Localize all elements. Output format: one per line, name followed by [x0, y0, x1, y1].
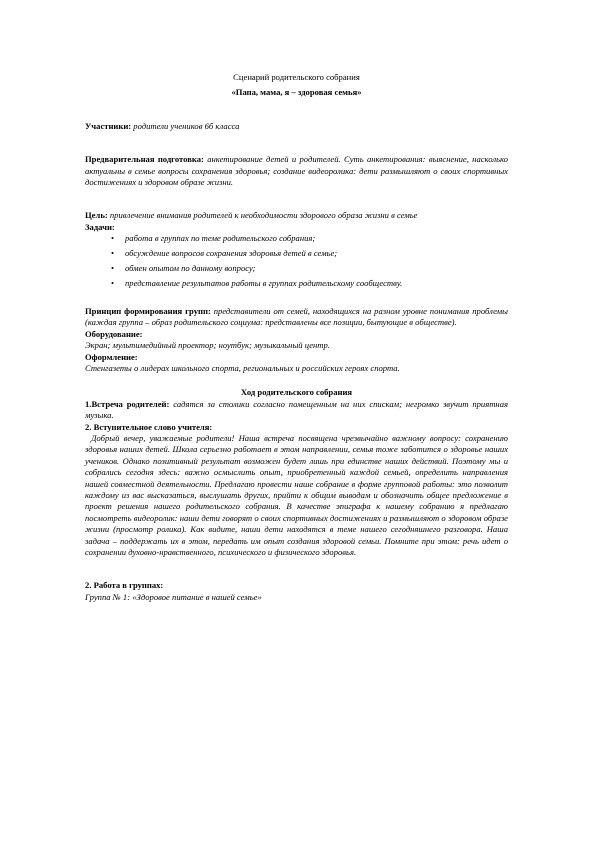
step1-label: 1.Встреча родителей: [85, 398, 170, 409]
course-heading: Ход родительского собрания [240, 387, 353, 398]
step3-label: 2. Работа в группах: [85, 580, 164, 591]
bullet-icon: • [111, 248, 115, 259]
step1-paragraph [85, 399, 508, 422]
preparation-text: анкетирование детей и родителей. Суть анкетирования: выяснение, насколько актуальны в семье вопросы сохранения здоровья; создание видеоролика: дети размышляют о своих спортивных достижениях и здоровом образе жизни. [85, 154, 508, 188]
preparation-label: Предварительная подготовка: [85, 154, 204, 165]
design-text: Стенгазеты о лидерах школьного спорта, региональных и российских героях спорта. [85, 362, 400, 373]
preparation-paragraph [85, 154, 508, 188]
design-label: Оформление: [85, 351, 138, 362]
goal-text: привлечение внимания родителей к необходимости здорового образа жизни в семье [107, 210, 418, 221]
principle-paragraph [85, 306, 508, 329]
bullet-icon: • [111, 277, 115, 288]
step2-text: Добрый вечер, уважаемые родители! Наша встреча посвящена чрезвычайно важному вопросу: сохранению здоровья наших детей. Школа серьезно работает в этом направлении, семья тоже заботится о здоровье наших учеников. Однако позитивный результат возможен будет лишь при единстве наших действий. Поэтому мы и собрались сегодня здесь: важно осмыслить опыт, приобретенный каждой семьей, определить направления нашей совместной деятельности. Предлагаю провести наше собрание в форме групповой работы: это позволит каждому из вас высказаться, выслушать других, прийти к общим выводам и обозначить общее предложение в проект решения нашего родительского собрания. В качестве эпиграфа к нашему собранию я предлагаю посмотреть видеоролик: наши дети говорят о своих спортивных достижениях и размышляют о здоровом образе жизни (просмотр ролика). Как видите, наши дети находятся в теме нашего сегодняшнего разговора. Наша задача – поддержать их в этом, передать им опыт создания здоровой семьи. Помните при этом: речь идет о сохранении духовно-нравственного, психического и физического здоровья. [85, 432, 508, 557]
participants-paragraph [85, 121, 508, 132]
group1-text: Группа № 1: «Здоровое питание в нашей семье» [85, 591, 262, 602]
step2-label: 2. Вступительное слово учителя: [85, 421, 213, 432]
bullet-icon: • [111, 233, 115, 244]
participants-label: Участники: [85, 120, 132, 131]
document-title: Сценарий родительского собрания [233, 72, 360, 82]
list-item: • представление результатов работы в группах родительскому сообществу. [111, 277, 403, 288]
list-item: • обмен опытом по данному вопросу; [111, 263, 256, 274]
document-subtitle: «Папа, мама, я – здоровая семья» [231, 87, 362, 98]
goal-paragraph [85, 210, 508, 221]
bullet-icon: • [111, 263, 115, 274]
document-body [85, 72, 508, 603]
principle-text: представители от семей, находящихся на разном уровне понимания проблемы (каждая группа – образ родительского социума: представлены все позиции, бытующие в обществе). [85, 305, 508, 328]
equipment-label: Оборудование: [85, 328, 143, 339]
tasks-list [85, 233, 508, 289]
list-item: • обсуждение вопросов сохранения здоровья детей в семье; [111, 248, 338, 259]
tasks-label: Задачи: [85, 221, 115, 232]
step1-text: садятся за столики согласно помещенным на них спискам; негромко звучит приятная музыка. [85, 398, 508, 421]
participants-text: родители учеников 6б класса [131, 120, 240, 131]
list-item: • работа в группах по теме родительского собрания; [111, 233, 316, 244]
principle-label: Принцип формирования групп: [85, 305, 211, 316]
goal-label: Цель: [85, 210, 108, 221]
equipment-text: Экран; мультимедийный проектор; ноутбук; музыкальный центр. [85, 340, 330, 351]
